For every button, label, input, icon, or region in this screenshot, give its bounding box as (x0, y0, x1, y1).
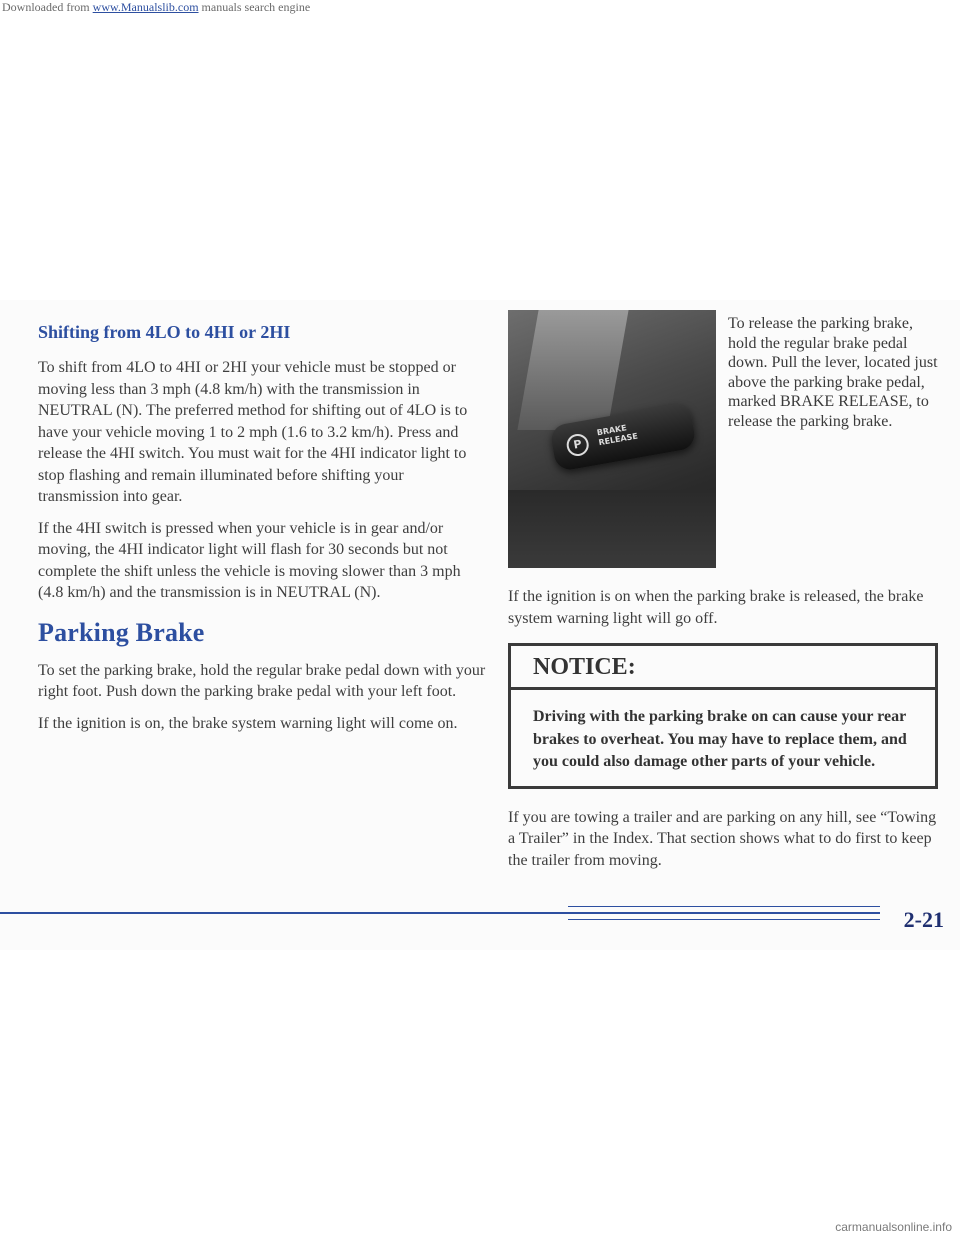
parking-p-icon: P (565, 432, 590, 457)
subheading-shifting: Shifting from 4LO to 4HI or 2HI (38, 322, 291, 342)
notice-box (508, 643, 938, 789)
header-suffix: manuals search engine (198, 0, 311, 14)
download-header (2, 0, 310, 15)
paragraph-towing-trailer: If you are towing a trailer and are parking on any hill, see “Towing a Trailer” in the Index. That section shows what to do first to keep the trailer from moving. (508, 808, 937, 869)
paragraph-warning-light-on: If the ignition is on, the brake system warning light will come on. (38, 714, 458, 732)
footer-watermark: carmanualsonline.info (835, 1220, 952, 1234)
right-column (508, 310, 938, 881)
notice-title: NOTICE: (511, 646, 935, 690)
manualslib-link[interactable]: www.Manualslib.com (92, 0, 199, 14)
rule-top (568, 906, 880, 907)
photo-caption (728, 314, 938, 431)
section-title-parking-brake: Parking Brake (38, 617, 205, 647)
footer-rules (0, 906, 880, 925)
paragraph-shift-procedure: To shift from 4LO to 4HI or 2HI your vehicle must be stopped or moving less than 3 mph (4.8 km/h) with the transmission in NEUTRAL (N). The preferred method for shifting out of 4LO is to have your vehicle moving 1 to 2 mph (1.6 to 3.2 km/h). Press and release the 4HI switch. You must wait for the 4HI indicator light to stop flashing and remain illuminated before shifting your transmission into gear. (38, 359, 468, 505)
paragraph-4hi-switch: If the 4HI switch is pressed when your vehicle is in gear and/or moving, the 4HI indicator light will flash for 30 seconds but not complete the shift unless the vehicle is moving slower than 3 mph (4.8 km/h) and the transmission is in NEUTRAL (N). (38, 519, 461, 601)
dash-panel (517, 310, 628, 430)
brake-release-photo (508, 310, 716, 568)
left-column (38, 322, 488, 744)
floor-shadow (508, 490, 716, 568)
rule-bottom (568, 919, 880, 920)
paragraph-warning-light-off: If the ignition is on when the parking brake is released, the brake system warning light will go off. (508, 588, 924, 627)
caption-text: To release the parking brake, hold the regular brake pedal down. Pull the lever, located just above the parking brake pedal, marked BRAKE RELEASE, to release the parking brake. (728, 315, 938, 430)
header-prefix: Downloaded from (2, 0, 93, 14)
lever-label: BRAKE RELEASE (596, 423, 639, 448)
rule-middle (0, 912, 880, 914)
notice-text: Driving with the parking brake on can cause your rear brakes to overheat. You may have to replace them, and you could also damage other parts of your vehicle. (533, 708, 907, 770)
page-number: 2-21 (903, 907, 944, 932)
photo-row (508, 310, 938, 568)
paragraph-set-parking-brake: To set the parking brake, hold the regular brake pedal down with your right foot. Push down the parking brake pedal with your left foot. (38, 661, 486, 700)
